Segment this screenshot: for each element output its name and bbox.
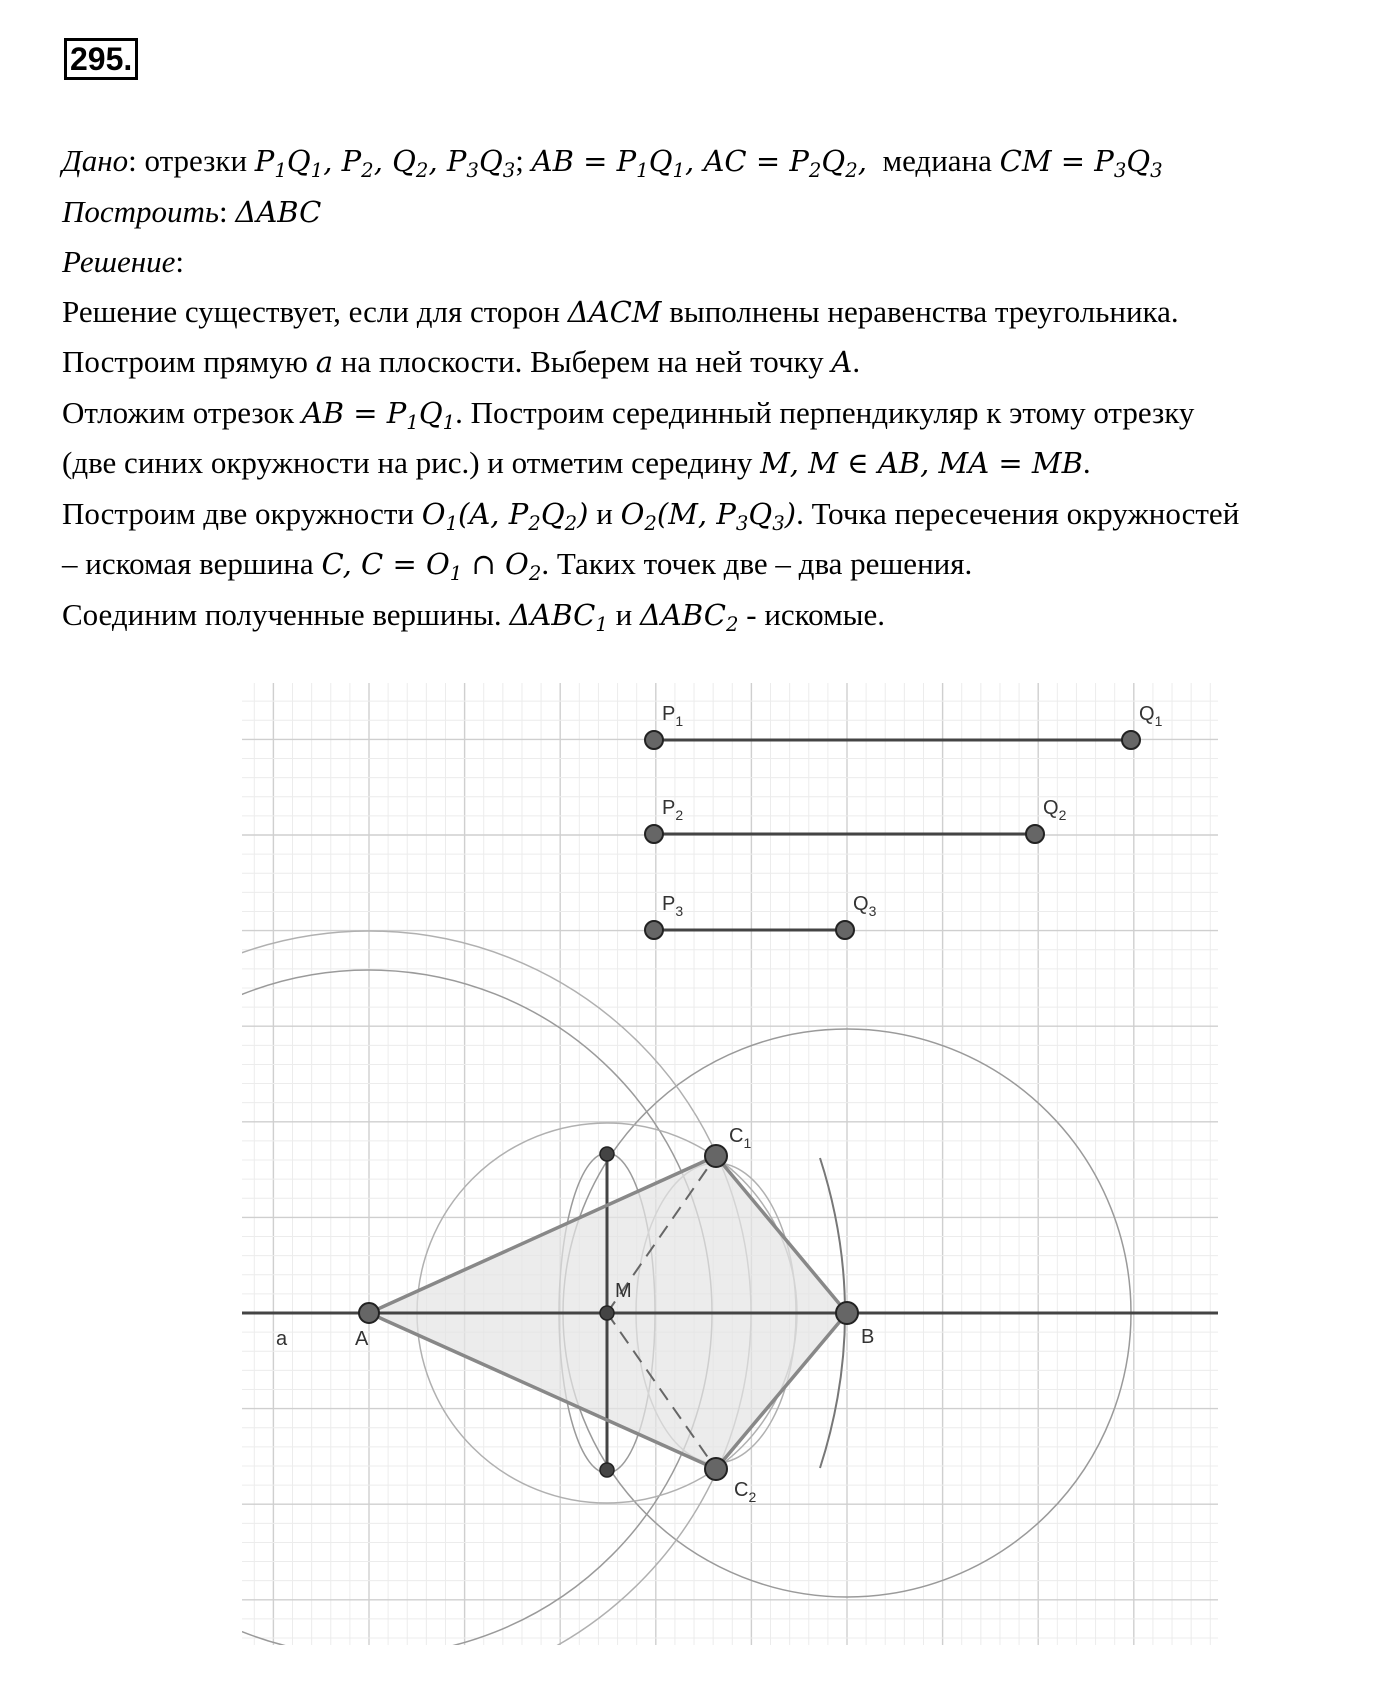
label-b: B (861, 1326, 875, 1348)
label-q3: $Q_3$ (853, 893, 877, 919)
given-text-b: медиана (882, 143, 1000, 178)
construct-line: Построить: ΔABC (62, 193, 322, 229)
solution-line-1: Решение существует, если для сторон ΔACM выполнены неравенства треугольника. (62, 293, 1179, 329)
solution-heading: Решение: (62, 244, 184, 279)
label-c2: $C_2$ (734, 1479, 757, 1505)
construct-target: ΔABC (235, 194, 322, 229)
given-label: Дано (62, 143, 129, 178)
label-a: A (355, 1328, 369, 1350)
solution-line-2: Построим прямую a на плоскости. Выберем на ней точку A. (62, 344, 861, 379)
solution-line-5: Построим две окружности $O_1(A$, $P_2Q_2$) и $O_2(M$, $P_3Q_3$). Точка пересечения окружностей (62, 495, 1240, 535)
point-q1 (1122, 731, 1140, 749)
solution-line-3: Отложим отрезок AB = $P_1Q_1$. Построим серединный перпендикуляр к этому отрезку (62, 394, 1195, 434)
solution-line-7: Соединим полученные вершины. $\Delta ABC_1$ и $\Delta ABC_2$ - искомые. (62, 596, 886, 636)
label-m: M (615, 1280, 632, 1302)
label-q1: $Q_1$ (1139, 703, 1163, 729)
grid (242, 683, 1218, 1645)
construct-label: Построить (62, 193, 220, 229)
solution-line-6: – искомая вершина C, $C = O_1$ ∩ $O_2$. Таких точек две – два решения. (62, 546, 973, 585)
label-p3: $P_3$ (662, 893, 684, 919)
label-line-a: a (276, 1328, 288, 1350)
problem-number: 295. (64, 38, 138, 80)
label-p1: $P_1$ (662, 703, 684, 729)
label-c1: $C_1$ (729, 1125, 752, 1151)
point-c1 (705, 1145, 727, 1167)
point-p3 (645, 921, 663, 939)
point-m (600, 1306, 614, 1320)
point-c2 (705, 1458, 727, 1480)
point-b (836, 1302, 858, 1324)
point-a (359, 1303, 379, 1323)
solution-line-4: (две синих окружности на рис.) и отметим середину M, M ∈ AB, MA = MB. (62, 445, 1091, 480)
point-p2 (645, 825, 663, 843)
label-q2: $Q_2$ (1043, 797, 1067, 823)
point-q3 (836, 921, 854, 939)
point-p1 (645, 731, 663, 749)
solution-label: Решение (62, 244, 176, 279)
given-text-a: отрезки (144, 143, 255, 178)
point-top-intersection (600, 1147, 614, 1161)
point-bottom-intersection (600, 1463, 614, 1477)
label-p2: $P_2$ (662, 797, 684, 823)
given-line: Дано: отрезки $P_1Q_1$, $P_2$, $Q_2$, $P_3Q_3$; AB = $P_1Q_1$, AC = $P_2Q_2$, медиана CM = $P_3Q_3$ (62, 143, 1163, 182)
point-q2 (1026, 825, 1044, 843)
